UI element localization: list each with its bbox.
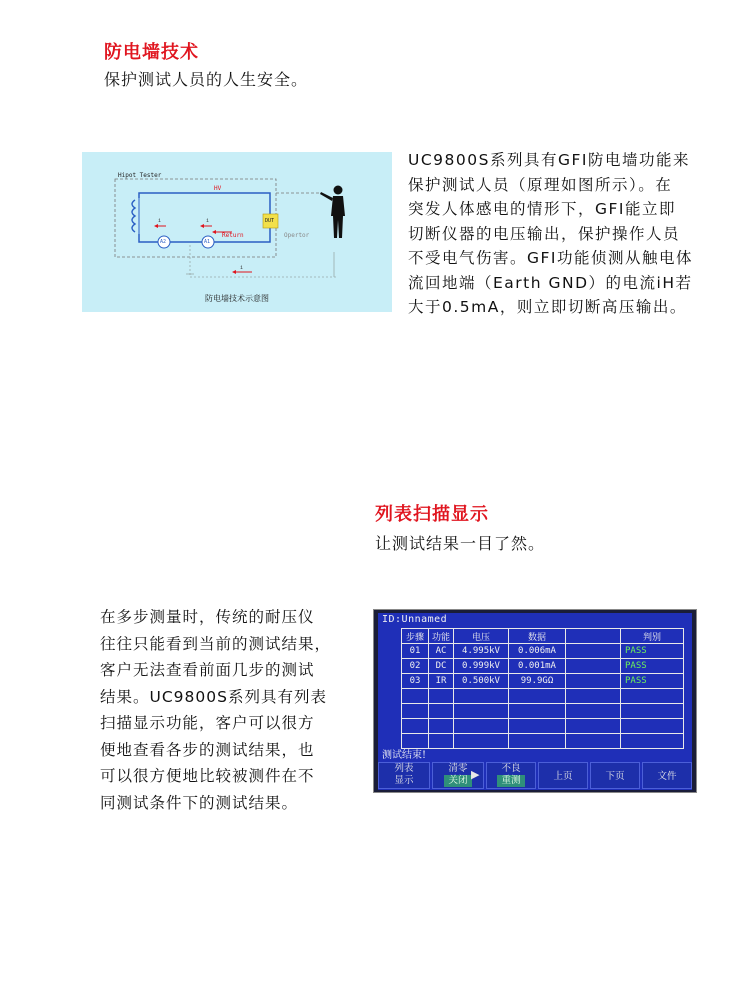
section-subtitle-list-scan: 让测试结果一目了然。 — [375, 534, 546, 553]
cell-data: 99.9GΩ — [509, 674, 566, 689]
list-display-label-1: 列表 — [394, 763, 414, 774]
gfi-line-3: 突发人体感电的情形下，GFI能立即 — [408, 200, 676, 218]
file-softkey[interactable]: 文件 — [642, 762, 692, 789]
table-row[interactable] — [402, 644, 684, 659]
list-line-3: 客户无法查看前面几步的测试 — [100, 661, 315, 679]
results-header-row — [402, 629, 684, 644]
cell-blank — [566, 674, 621, 689]
gfi-description — [408, 148, 728, 320]
table-row-empty — [402, 689, 684, 704]
header-function: 功能 — [429, 629, 454, 644]
next-page-softkey[interactable]: 下页 — [590, 762, 640, 789]
cell-step: 02 — [402, 659, 429, 674]
cell-step: 01 — [402, 644, 429, 659]
list-line-4: 结果。UC9800S系列具有列表 — [100, 687, 327, 706]
current-i2-label: i — [158, 218, 162, 224]
instrument-display — [378, 613, 692, 790]
cell-data: 0.001mA — [509, 659, 566, 674]
cell-step: 03 — [402, 674, 429, 689]
cell-function: AC — [429, 644, 454, 659]
gfi-line-5: 不受电气伤害。GFI功能侦测从触电体 — [408, 249, 693, 267]
header-voltage: 电压 — [454, 629, 509, 644]
fail-label: 不良 — [501, 763, 521, 774]
table-row-empty — [402, 719, 684, 734]
list-line-6: 便地查看各步的测试结果，也 — [100, 740, 315, 759]
cell-voltage: 0.500kV — [454, 674, 509, 689]
retest-label: 重测 — [497, 775, 524, 787]
hv-label: HV — [214, 185, 222, 192]
table-row[interactable] — [402, 674, 684, 689]
list-display-label-2: 显示 — [394, 775, 414, 786]
cell-blank — [566, 659, 621, 674]
gfi-line-7: 大于0.5mA，则立即切断高压输出。 — [408, 298, 687, 316]
meter-a2-label: A2 — [160, 239, 167, 245]
table-row[interactable] — [402, 659, 684, 674]
cell-judgement: PASS — [621, 659, 684, 674]
test-status: 测试结束! — [382, 750, 427, 761]
return-label: Return — [222, 232, 244, 239]
softkey-bar — [378, 760, 692, 790]
clear-off-label: 关闭 — [444, 775, 471, 787]
dut-label: DUT — [265, 218, 275, 224]
screen-id-line: ID:Unnamed — [382, 614, 448, 625]
header-blank — [566, 629, 621, 644]
header-judgement: 判别 — [621, 629, 684, 644]
list-scan-description — [100, 604, 360, 816]
cell-function: IR — [429, 674, 454, 689]
gfi-line-1: UC9800S系列具有GFI防电墙功能来 — [408, 151, 690, 169]
list-line-2: 往往只能看到当前的测试结果， — [100, 634, 332, 653]
instrument-screen-photo — [373, 609, 697, 793]
meter-a1-label: A1 — [204, 239, 211, 245]
cell-judgement: PASS — [621, 644, 684, 659]
list-line-1: 在多步测量时，传统的耐压仪 — [100, 608, 315, 626]
header-data: 数据 — [509, 629, 566, 644]
gfi-diagram — [82, 152, 392, 312]
gfi-line-2: 保护测试人员（原理如图所示）。在 — [408, 175, 673, 194]
section-title-gfi: 防电墙技术 — [104, 42, 199, 63]
section-subtitle-gfi: 保护测试人员的人生安全。 — [104, 70, 309, 89]
list-line-7: 可以很方便地比较被测件在不 — [100, 767, 315, 785]
current-ih-label: i — [240, 265, 244, 271]
cell-function: DC — [429, 659, 454, 674]
cell-voltage: 4.995kV — [454, 644, 509, 659]
section-title-list-scan: 列表扫描显示 — [375, 504, 489, 525]
current-i1-label: i — [206, 218, 210, 224]
cell-data: 0.006mA — [509, 644, 566, 659]
list-line-8: 同测试条件下的测试结果。 — [100, 793, 299, 812]
header-step: 步骤 — [402, 629, 429, 644]
fail-softkey[interactable] — [486, 762, 536, 789]
prev-page-softkey[interactable]: 上页 — [538, 762, 588, 789]
list-line-5: 扫描显示功能，客户可以很方 — [100, 714, 315, 732]
clear-label: 清零 — [448, 763, 468, 774]
tester-label: Hipot Tester — [118, 172, 162, 179]
table-row-empty — [402, 704, 684, 719]
cell-voltage: 0.999kV — [454, 659, 509, 674]
arrow-right-icon: ▶ — [471, 768, 480, 781]
cell-judgement: PASS — [621, 674, 684, 689]
list-display-softkey[interactable] — [378, 762, 430, 789]
results-table — [401, 628, 684, 749]
cell-blank — [566, 644, 621, 659]
table-row-empty — [402, 734, 684, 749]
gfi-line-4: 切断仪器的电压输出，保护操作人员 — [408, 224, 681, 243]
gfi-line-6: 流回地端（Earth GND）的电流iH若 — [408, 273, 693, 292]
diagram-caption: 防电墙技术示意图 — [205, 294, 269, 303]
operator-label: Opertor — [284, 232, 310, 239]
